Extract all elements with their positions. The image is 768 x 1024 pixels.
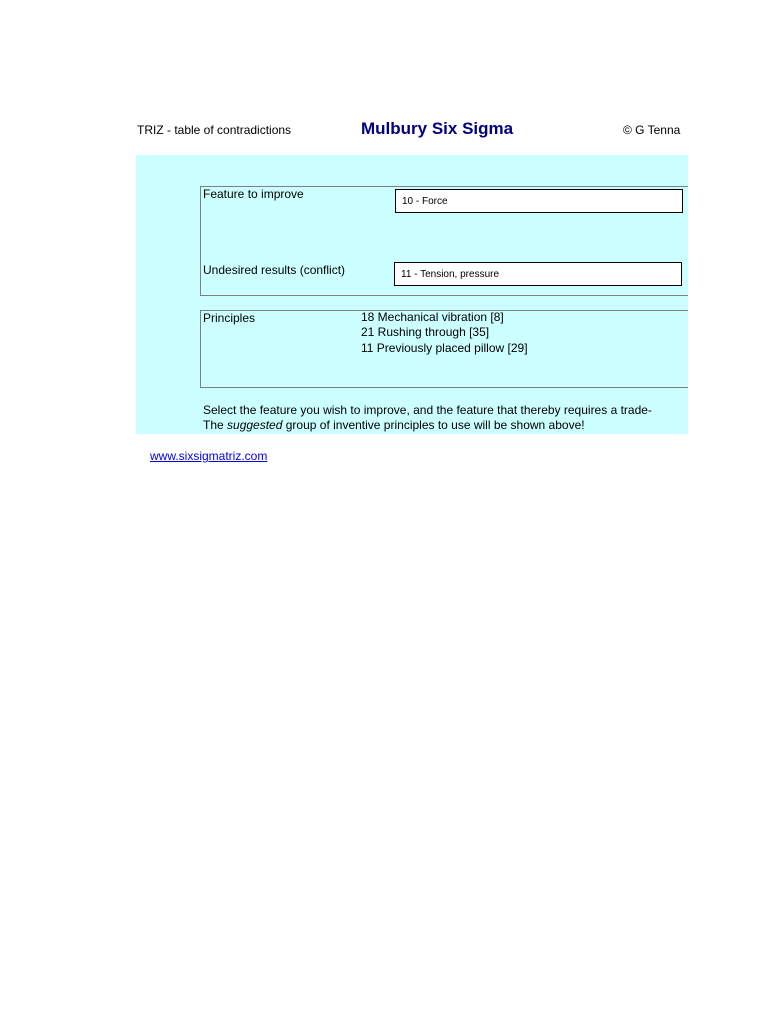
instruction-line-1: Select the feature you wish to improve, and the feature that thereby requires a trade- xyxy=(203,403,652,417)
contradiction-panel xyxy=(136,155,688,434)
principles-label: Principles xyxy=(203,311,256,325)
instruction-line-2 xyxy=(203,418,585,432)
instruction-emphasis: suggested xyxy=(227,418,283,432)
feature-to-improve-label: Feature to improve xyxy=(203,187,304,201)
header-subtitle: TRIZ - table of contradictions xyxy=(137,123,292,137)
principle-item: 11 Previously placed pillow [29] xyxy=(361,341,528,355)
instruction-prefix: The xyxy=(203,418,228,432)
copyright-notice: © G Tenna xyxy=(623,123,681,137)
feature-box xyxy=(200,186,688,296)
principle-item: 21 Rushing through [35] xyxy=(361,325,490,339)
website-link[interactable]: www.sixsigmatriz.com xyxy=(150,449,268,463)
page-title: Mulbury Six Sigma xyxy=(361,119,514,138)
undesired-results-select[interactable]: 11 - Tension, pressure xyxy=(394,262,682,286)
instruction-suffix: group of inventive principles to use will be shown above! xyxy=(282,418,585,432)
principle-item: 18 Mechanical vibration [8] xyxy=(361,310,504,324)
undesired-results-label: Undesired results (conflict) xyxy=(203,263,346,277)
feature-to-improve-select[interactable]: 10 - Force xyxy=(395,189,683,213)
